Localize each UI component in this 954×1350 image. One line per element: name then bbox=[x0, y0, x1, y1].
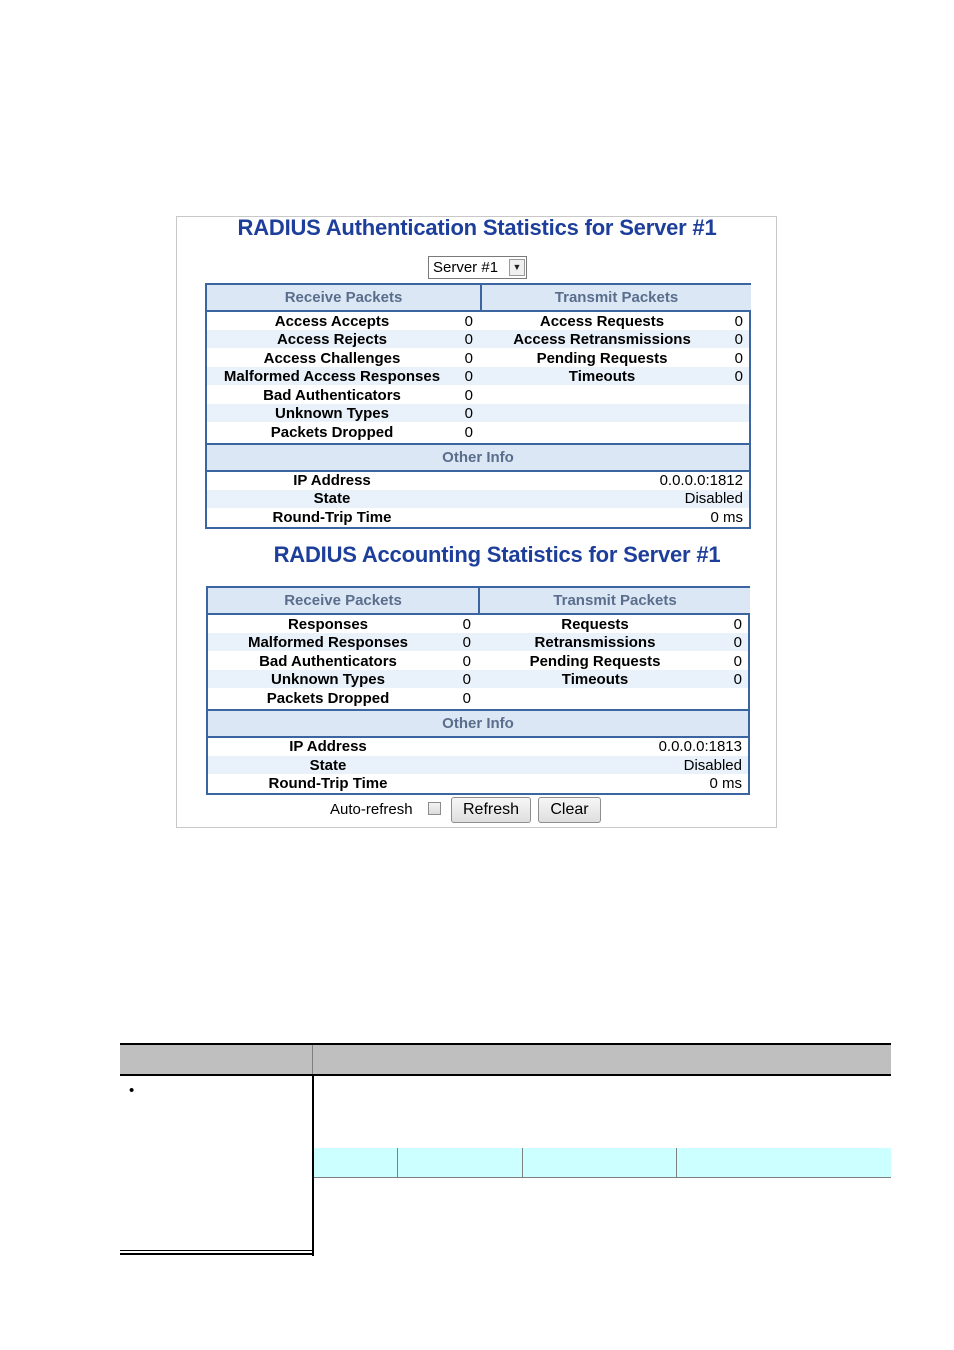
info-value: 0 ms bbox=[710, 509, 743, 526]
stat-label: Packets Dropped bbox=[270, 424, 394, 441]
info-label: Round-Trip Time bbox=[272, 509, 392, 526]
info-label: IP Address bbox=[293, 472, 371, 489]
stat-value: 0 bbox=[733, 616, 742, 633]
stat-value: 0 bbox=[733, 671, 742, 688]
stat-label: Pending Requests bbox=[536, 350, 668, 367]
refresh-button[interactable]: Refresh bbox=[451, 797, 531, 823]
column-divider bbox=[397, 1148, 398, 1177]
info-value: Disabled bbox=[684, 490, 743, 507]
stat-value: 0 bbox=[462, 690, 471, 707]
header-divider bbox=[207, 310, 749, 312]
stat-label: Access Rejects bbox=[276, 331, 388, 348]
stat-label: Unknown Types bbox=[271, 671, 385, 688]
auth-title: RADIUS Authentication Statistics for Server #1 bbox=[237, 215, 717, 240]
auto-refresh-label: Auto-refresh bbox=[330, 801, 413, 818]
header-divider bbox=[478, 588, 480, 615]
auth-receive-header: Receive Packets bbox=[207, 285, 480, 310]
acct-title: RADIUS Accounting Statistics for Server #1 bbox=[273, 542, 721, 567]
info-value: 0 ms bbox=[709, 775, 742, 792]
info-value: 0.0.0.0:1812 bbox=[659, 472, 743, 489]
info-label: State bbox=[309, 757, 347, 774]
stat-value: 0 bbox=[464, 350, 473, 367]
stat-label: Bad Authenticators bbox=[263, 387, 401, 404]
auto-refresh-checkbox[interactable] bbox=[428, 802, 441, 815]
stat-value: 0 bbox=[464, 405, 473, 422]
column-divider bbox=[522, 1148, 523, 1177]
stat-value: 0 bbox=[464, 368, 473, 385]
stat-value: 0 bbox=[462, 616, 471, 633]
stat-label: Bad Authenticators bbox=[259, 653, 397, 670]
list-bullet: • bbox=[129, 1082, 135, 1099]
stat-label: Pending Requests bbox=[529, 653, 661, 670]
stat-value: 0 bbox=[462, 671, 471, 688]
chevron-down-icon[interactable]: ▼ bbox=[509, 259, 525, 276]
stat-value: 0 bbox=[733, 653, 742, 670]
table-header-row bbox=[120, 1045, 891, 1074]
stat-value: 0 bbox=[734, 350, 743, 367]
stat-value: 0 bbox=[733, 634, 742, 651]
acct-receive-header: Receive Packets bbox=[208, 588, 478, 613]
table-header-border bbox=[120, 1074, 891, 1076]
stat-label: Access Accepts bbox=[274, 313, 390, 330]
stat-label: Timeouts bbox=[568, 368, 636, 385]
stat-label: Requests bbox=[561, 616, 629, 633]
sub-table-border bbox=[314, 1177, 891, 1178]
stat-label: Unknown Types bbox=[275, 405, 389, 422]
stat-value: 0 bbox=[464, 313, 473, 330]
stat-label: Access Requests bbox=[539, 313, 665, 330]
sub-table-header bbox=[314, 1148, 891, 1177]
acct-other-info-header: Other Info bbox=[208, 711, 748, 736]
stat-value: 0 bbox=[462, 634, 471, 651]
stat-label: Access Retransmissions bbox=[513, 331, 691, 348]
clear-button[interactable]: Clear bbox=[538, 797, 601, 823]
server-select-value: Server #1 bbox=[433, 259, 499, 276]
acct-stats-table bbox=[206, 586, 750, 795]
stat-value: 0 bbox=[464, 387, 473, 404]
stat-label: Malformed Responses bbox=[247, 634, 409, 651]
column-divider bbox=[312, 1045, 313, 1074]
auth-stats-table bbox=[205, 283, 751, 529]
stat-label: Malformed Access Responses bbox=[223, 368, 441, 385]
auth-transmit-header: Transmit Packets bbox=[482, 285, 751, 310]
acct-transmit-header: Transmit Packets bbox=[480, 588, 750, 613]
stat-value: 0 bbox=[734, 368, 743, 385]
table-bottom-border bbox=[120, 1250, 314, 1251]
stat-value: 0 bbox=[734, 313, 743, 330]
info-value: 0.0.0.0:1813 bbox=[658, 738, 742, 755]
auth-other-info-header: Other Info bbox=[207, 445, 749, 470]
stat-label: Responses bbox=[287, 616, 369, 633]
stat-value: 0 bbox=[734, 331, 743, 348]
header-divider bbox=[480, 285, 482, 312]
stat-value: 0 bbox=[464, 424, 473, 441]
stat-value: 0 bbox=[464, 331, 473, 348]
stat-label: Packets Dropped bbox=[266, 690, 390, 707]
stat-label: Timeouts bbox=[561, 671, 629, 688]
stat-label: Retransmissions bbox=[534, 634, 656, 651]
header-divider bbox=[208, 613, 748, 615]
column-divider bbox=[676, 1148, 677, 1177]
stat-value: 0 bbox=[462, 653, 471, 670]
info-label: IP Address bbox=[289, 738, 367, 755]
info-label: State bbox=[313, 490, 351, 507]
info-label: Round-Trip Time bbox=[268, 775, 388, 792]
server-select[interactable] bbox=[428, 256, 527, 279]
table-bottom-border bbox=[120, 1253, 314, 1255]
stat-label: Access Challenges bbox=[263, 350, 401, 367]
info-value: Disabled bbox=[683, 757, 742, 774]
